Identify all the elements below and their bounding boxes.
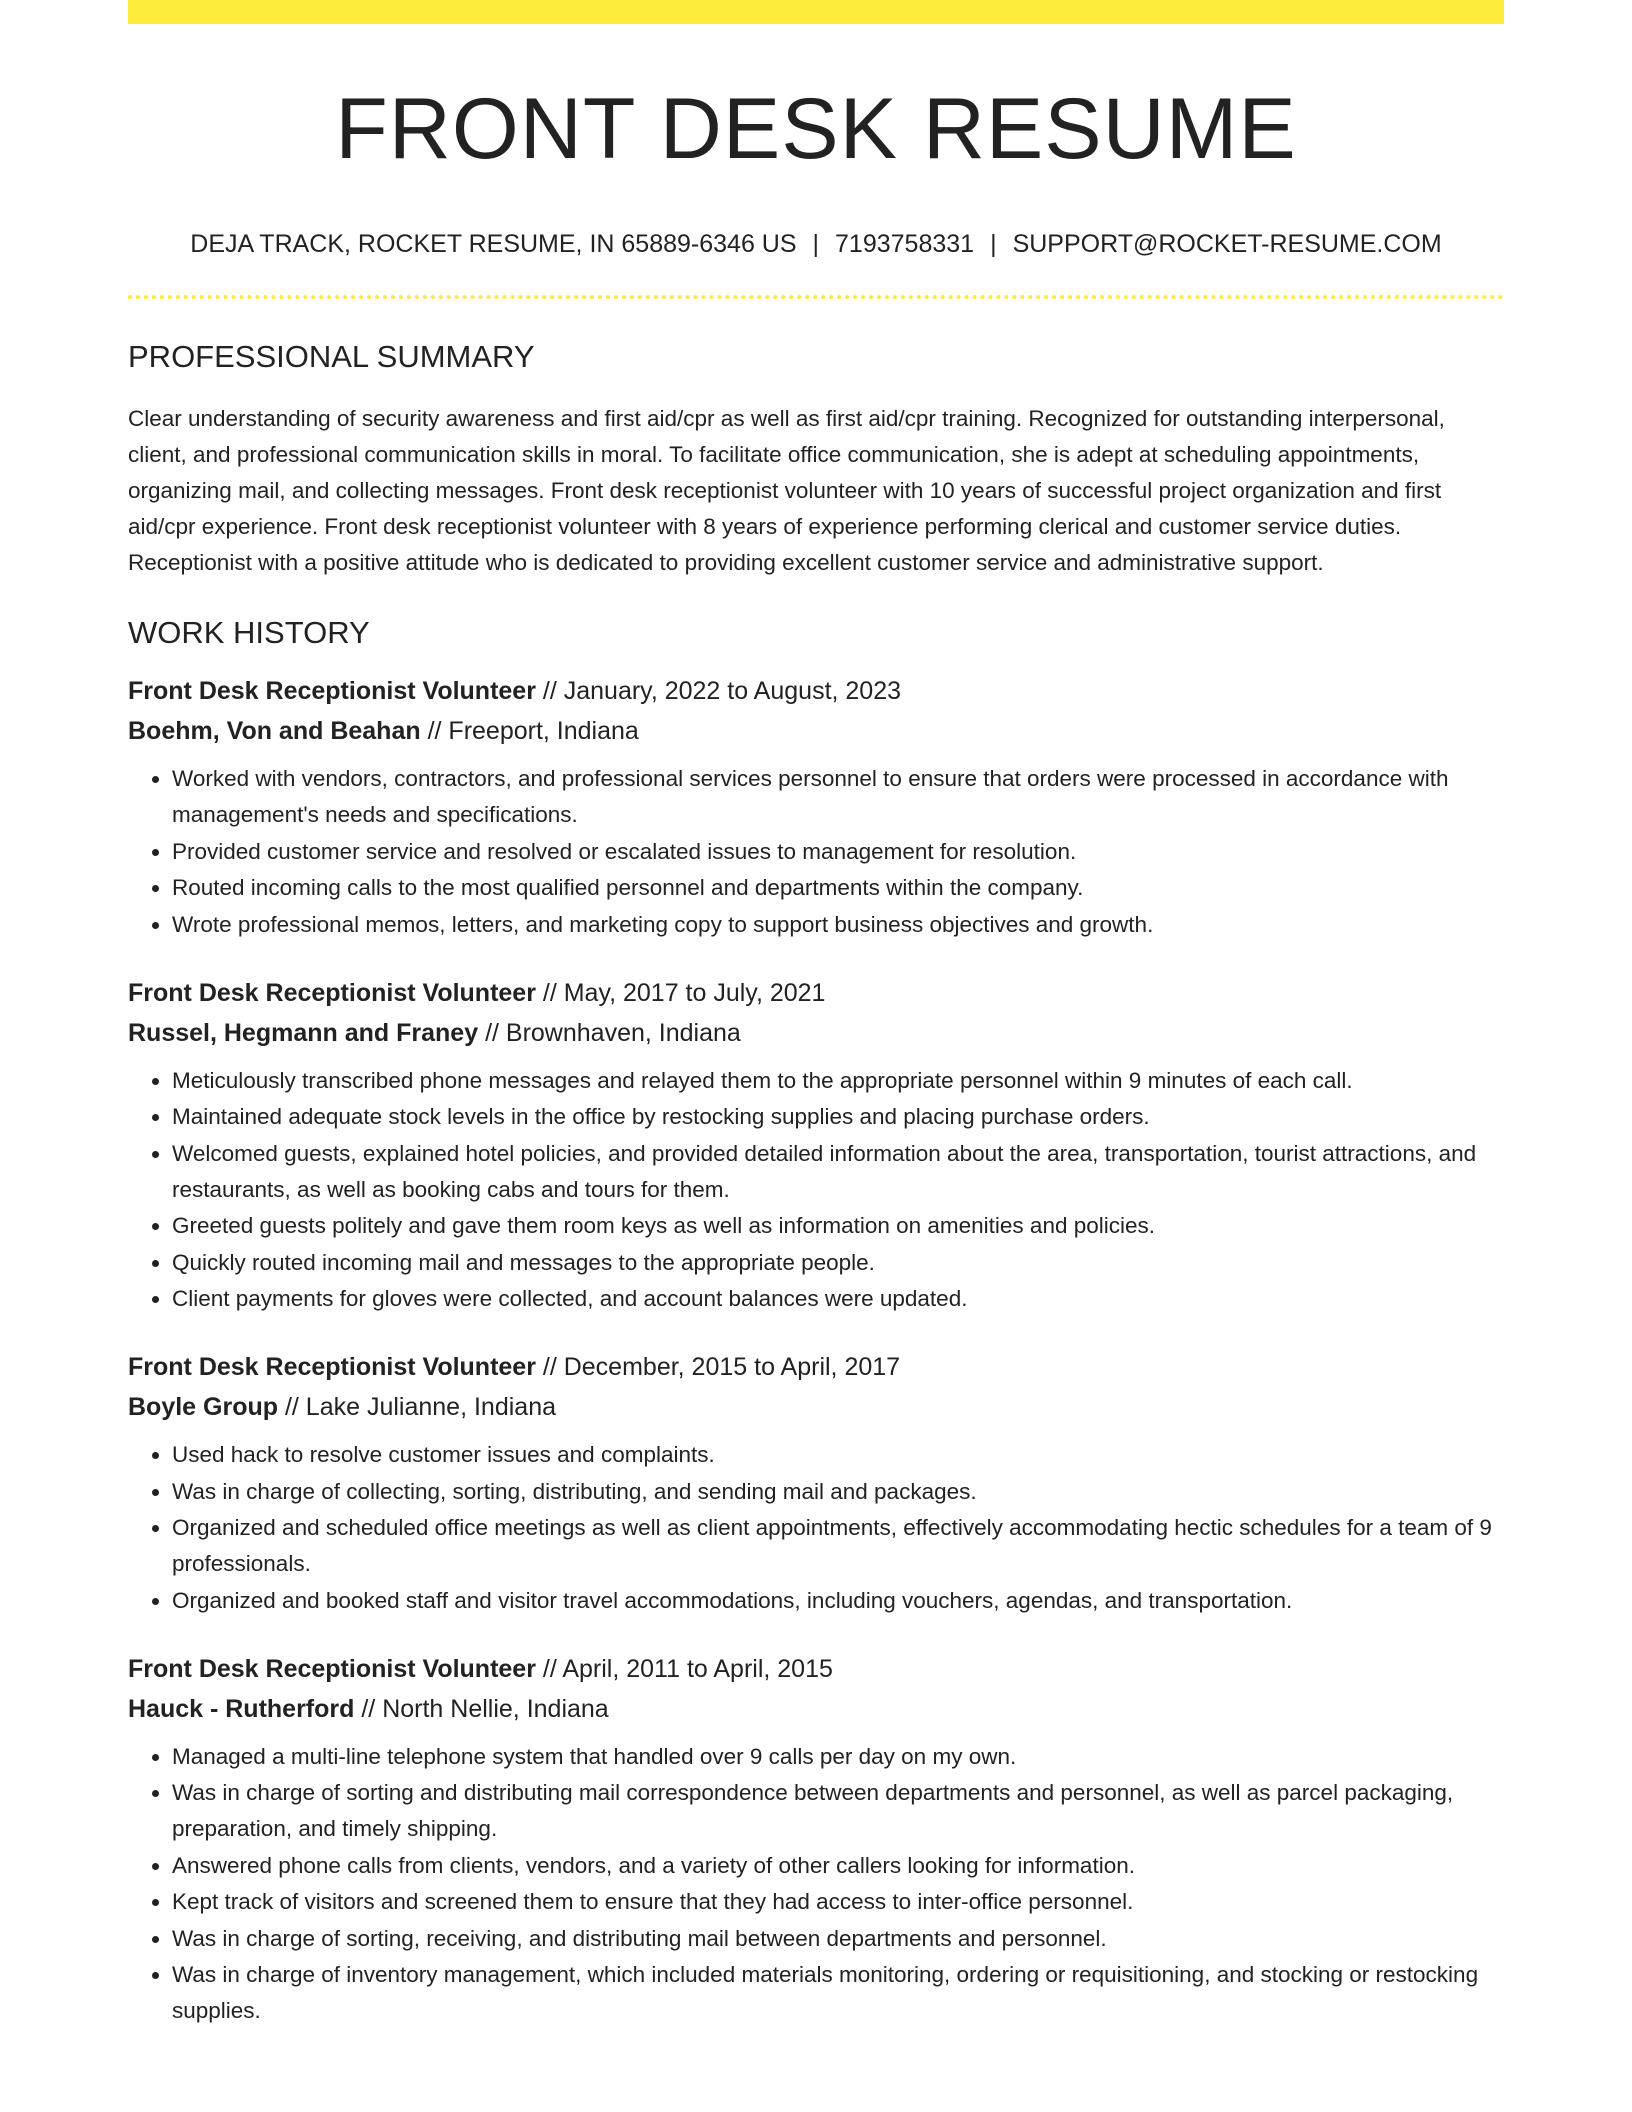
job-entry [128, 1347, 1504, 1619]
job-bullet: • Organized and booked staff and visitor travel accommodations, including vouchers, agendas, and transportation. [172, 1583, 1504, 1619]
contact-separator: | [990, 230, 997, 258]
job-bullet: • Quickly routed incoming mail and messages to the appropriate people. [172, 1245, 1504, 1281]
job-title-line [128, 973, 1504, 1013]
job-dates: // December, 2015 to April, 2017 [542, 1353, 901, 1381]
job-bullet: • Maintained adequate stock levels in the office by restocking supplies and placing purchase orders. [172, 1099, 1504, 1135]
contact-address: DEJA TRACK, ROCKET RESUME, IN 65889-6346 US [190, 230, 797, 258]
job-bullet: • Kept track of visitors and screened them to ensure that they had access to inter-office personnel. [172, 1884, 1504, 1920]
job-list [128, 671, 1504, 2029]
job-company: Hauck - Rutherford [128, 1694, 355, 1723]
job-company-line [128, 1013, 1504, 1053]
dotted-divider [128, 295, 1504, 299]
job-title: Front Desk Receptionist Volunteer [128, 677, 536, 705]
job-bullets [128, 1063, 1504, 1318]
summary-text: Clear understanding of security awareness and first aid/cpr as well as first aid/cpr training. Recognized for outstanding interpersonal, client, and professional communication skills in moral. To facilitate office communication, she is adept at scheduling appointments, organizing mail, and collecting messages. Front desk receptionist volunteer with 10 years of successful project organization and first aid/cpr experience. Front desk receptionist volunteer with 8 years of experience performing clerical and customer service duties. Receptionist with a positive attitude who is dedicated to providing excellent customer service and administrative support. [128, 406, 1445, 575]
job-bullet: • Meticulously transcribed phone messages and relayed them to the appropriate personnel within 9 minutes of each call. [172, 1063, 1504, 1099]
job-bullet: • Worked with vendors, contractors, and professional services personnel to ensure that orders were processed in accordance with management's needs and specifications. [172, 761, 1504, 833]
resume-title: FRONT DESK RESUME [335, 81, 1297, 177]
job-bullet: • Routed incoming calls to the most qualified personnel and departments within the company. [172, 870, 1504, 906]
job-bullets [128, 761, 1504, 943]
job-title: Front Desk Receptionist Volunteer [128, 1353, 536, 1381]
job-entry [128, 1649, 1504, 2030]
job-dates: // January, 2022 to August, 2023 [542, 677, 902, 705]
work-history-heading: WORK HISTORY [128, 615, 370, 650]
job-title: Front Desk Receptionist Volunteer [128, 978, 536, 1007]
job-company-line [128, 1689, 1504, 1729]
job-dates: // April, 2011 to April, 2015 [542, 1654, 833, 1683]
job-bullet: • Used hack to resolve customer issues and complaints. [172, 1437, 1504, 1473]
job-company: Boyle Group [128, 1393, 279, 1421]
job-bullet: • Answered phone calls from clients, vendors, and a variety of other callers looking for information. [172, 1848, 1504, 1884]
job-title-line [128, 1347, 1504, 1387]
job-dates: // May, 2017 to July, 2021 [542, 978, 826, 1007]
job-entry [128, 973, 1504, 1318]
job-bullet: • Organized and scheduled office meetings as well as client appointments, effectively accommodating hectic schedules for a team of 9 professionals. [172, 1510, 1504, 1582]
job-bullet: • Was in charge of inventory management, which included materials monitoring, ordering or requisitioning, and stocking or restocking supplies. [172, 1957, 1504, 2029]
summary-heading: PROFESSIONAL SUMMARY [128, 339, 535, 374]
job-title-line [128, 671, 1504, 711]
job-company: Boehm, Von and Beahan [128, 717, 421, 745]
job-company-line [128, 1387, 1504, 1427]
job-location: // Brownhaven, Indiana [485, 1018, 741, 1047]
job-title-line [128, 1649, 1504, 1689]
job-bullet: • Wrote professional memos, letters, and marketing copy to support business objectives and growth. [172, 907, 1504, 943]
job-company-line [128, 711, 1504, 751]
job-bullet: • Welcomed guests, explained hotel policies, and provided detailed information about the area, transportation, tourist attractions, and restaurants, as well as booking cabs and tours for them. [172, 1136, 1504, 1208]
contact-separator: | [812, 230, 820, 258]
job-bullet: • Greeted guests politely and gave them room keys as well as information on amenities and policies. [172, 1208, 1504, 1244]
job-bullet: • Managed a multi-line telephone system that handled over 9 calls per day on my own. [172, 1739, 1504, 1775]
contact-email: SUPPORT@ROCKET-RESUME.COM [1012, 230, 1442, 258]
job-entry [128, 671, 1504, 943]
job-title: Front Desk Receptionist Volunteer [128, 1654, 536, 1683]
job-location: // Lake Julianne, Indiana [284, 1393, 557, 1421]
resume-page [128, 0, 1504, 2030]
job-bullet: • Was in charge of sorting and distributing mail correspondence between departments and personnel, as well as parcel packaging, preparation, and timely shipping. [172, 1775, 1504, 1847]
job-company: Russel, Hegmann and Franey [128, 1018, 479, 1047]
job-bullet: • Client payments for gloves were collected, and account balances were updated. [172, 1281, 1504, 1317]
contact-phone: 7193758331 [835, 230, 975, 258]
accent-top-bar [128, 0, 1504, 24]
job-bullets [128, 1739, 1504, 2030]
job-location: // North Nellie, Indiana [361, 1694, 609, 1723]
job-bullet: • Provided customer service and resolved or escalated issues to management for resolution. [172, 834, 1504, 870]
job-bullets [128, 1437, 1504, 1619]
job-bullet: • Was in charge of collecting, sorting, distributing, and sending mail and packages. [172, 1474, 1504, 1510]
job-location: // Freeport, Indiana [427, 717, 639, 745]
job-bullet: • Was in charge of sorting, receiving, and distributing mail between departments and personnel. [172, 1921, 1504, 1957]
contact-line [128, 230, 1504, 259]
